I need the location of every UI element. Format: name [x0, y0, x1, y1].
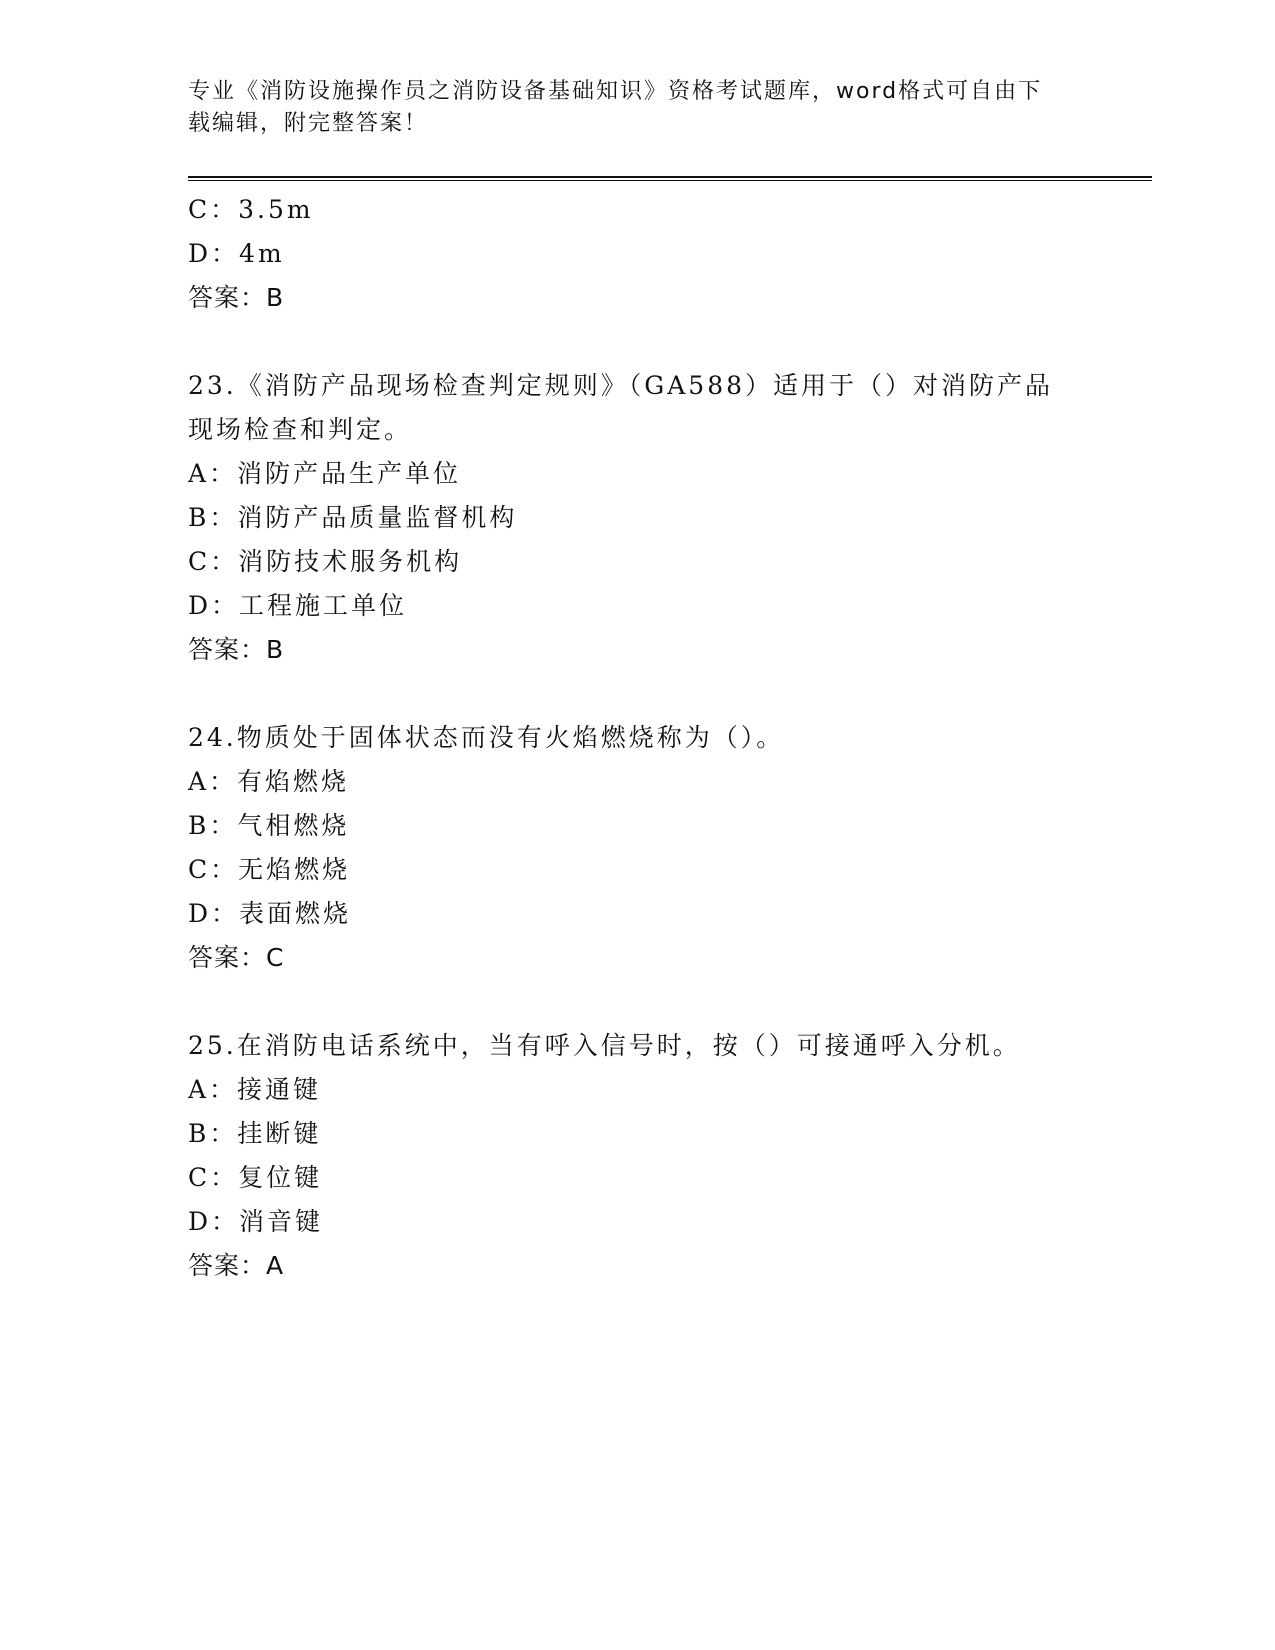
q25-option-d: D：消音键 [188, 1207, 324, 1236]
prev-option-d: D：4m [188, 239, 285, 268]
q23-option-b: B：消防产品质量监督机构 [188, 503, 518, 532]
q25-text: 25.在消防电话系统中，当有呼入信号时，按（）可接通呼入分机。 [188, 1031, 1021, 1060]
q24-option-a: A：有焰燃烧 [188, 767, 350, 796]
q24-option-c: C：无焰燃烧 [188, 855, 351, 884]
q24-option-d: D：表面燃烧 [188, 899, 352, 928]
q25-option-c: C：复位键 [188, 1163, 323, 1192]
q23-option-a: A：消防产品生产单位 [188, 459, 462, 488]
q23-option-c: C：消防技术服务机构 [188, 547, 463, 576]
q25-option-b: B：挂断键 [188, 1119, 322, 1148]
q23-text-line-1: 23.《消防产品现场检查判定规则》（GA588）适用于（）对消防产品 [188, 371, 1054, 400]
document-header [188, 76, 1088, 140]
q23-answer: 答案：B [188, 635, 285, 664]
q24-answer: 答案：C [188, 943, 285, 972]
q25-answer: 答案：A [188, 1251, 285, 1280]
q23-text-line-2: 现场检查和判定。 [188, 415, 413, 444]
prev-answer: 答案：B [188, 283, 285, 312]
q24-text: 24.物质处于固体状态而没有火焰燃烧称为（）。 [188, 723, 785, 752]
q24-option-b: B：气相燃烧 [188, 811, 350, 840]
q23-option-d: D：工程施工单位 [188, 591, 408, 620]
prev-option-c: C：3.5m [188, 195, 314, 224]
header-line-2: 载编辑，附完整答案！ [188, 111, 429, 136]
header-line-1: 专业《消防设施操作员之消防设备基础知识》资格考试题库，word格式可自由下 [188, 79, 1043, 104]
q25-option-a: A：接通键 [188, 1075, 322, 1104]
header-divider [188, 176, 1152, 181]
